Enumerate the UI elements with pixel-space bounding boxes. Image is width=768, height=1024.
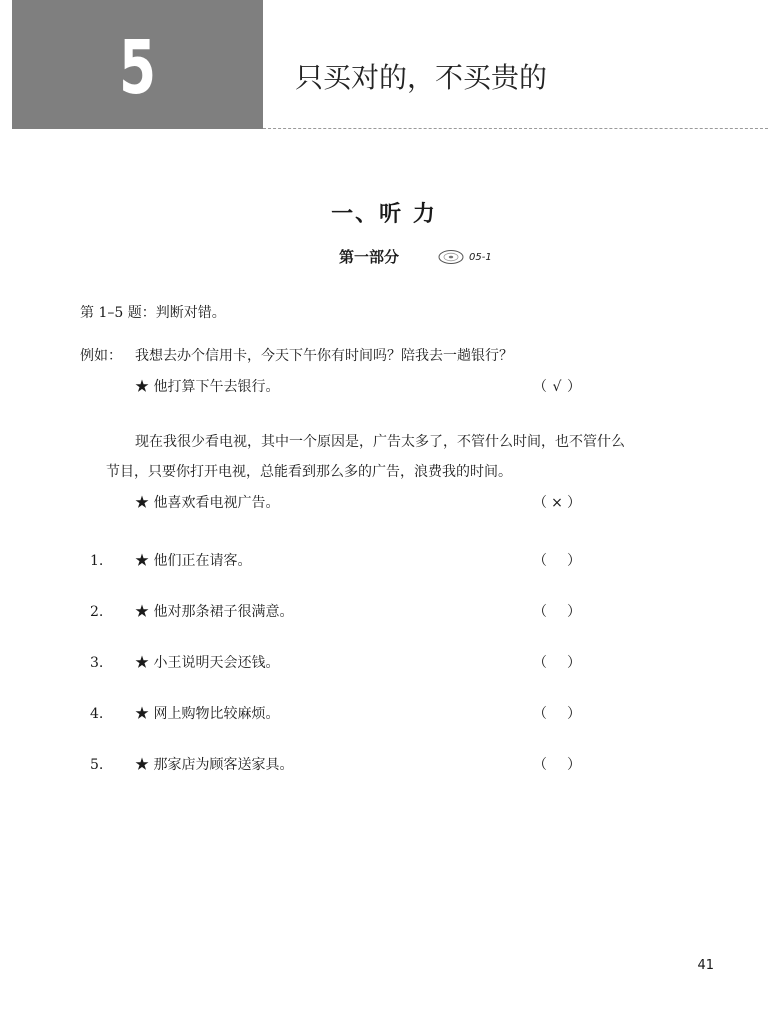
paren-left: （ — [533, 604, 547, 620]
paren-left: （ — [533, 655, 547, 671]
example-1-statement: ★ 他打算下午去银行。 — [135, 379, 280, 395]
paren-left: （ — [533, 757, 547, 773]
example-2-passage-line1: 现在我很少看电视，其中一个原因是，广告太多了，不管什么时间，也不管什么 — [135, 434, 625, 450]
paren-right: ） — [567, 757, 581, 773]
example-label: 例如： — [80, 348, 122, 364]
question-number: 1. — [90, 553, 104, 569]
question-number: 5. — [90, 757, 104, 773]
question-statement: ★ 他们正在请客。 — [135, 553, 252, 569]
paren-left: （ — [533, 553, 547, 569]
question-statement: ★ 小王说明天会还钱。 — [135, 655, 280, 671]
paren-left: （ — [533, 379, 547, 395]
example-1-answer: √ — [552, 379, 562, 395]
question-statement: ★ 网上购物比较麻烦。 — [135, 706, 280, 722]
question-statement: ★ 他对那条裙子很满意。 — [135, 604, 294, 620]
instruction: 第 1–5 题：判断对错。 — [80, 305, 226, 321]
paren-left: （ — [533, 706, 547, 722]
example-2-answer: × — [551, 495, 563, 511]
example-2-passage-line2: 节目，只要你打开电视，总能看到那么多的广告，浪费我的时间。 — [106, 464, 512, 480]
part-title: 第一部分 — [339, 248, 400, 266]
section-title: 一、听 力 — [331, 201, 437, 227]
paren-left: （ — [533, 495, 547, 511]
audio-disc-icon[interactable] — [438, 249, 464, 265]
paren-right: ） — [567, 495, 581, 511]
paren-right: ） — [567, 655, 581, 671]
lesson-title: 只买对的，不买贵的 — [295, 61, 548, 94]
paren-right: ） — [567, 379, 581, 395]
lesson-number: 5 — [118, 25, 157, 111]
example-1-passage: 我想去办个信用卡，今天下午你有时间吗？陪我去一趟银行？ — [135, 348, 513, 364]
page-number: 41 — [697, 958, 714, 973]
question-number: 4. — [90, 706, 104, 722]
question-statement: ★ 那家店为顾客送家具。 — [135, 757, 294, 773]
paren-right: ） — [567, 706, 581, 722]
question-number: 3. — [90, 655, 104, 671]
paren-right: ） — [567, 553, 581, 569]
question-number: 2. — [90, 604, 104, 620]
audio-track-number: 05-1 — [469, 252, 492, 263]
lesson-number-box — [12, 0, 263, 129]
header-dashed-rule — [263, 128, 768, 129]
example-2-statement: ★ 他喜欢看电视广告。 — [135, 495, 280, 511]
paren-right: ） — [567, 604, 581, 620]
